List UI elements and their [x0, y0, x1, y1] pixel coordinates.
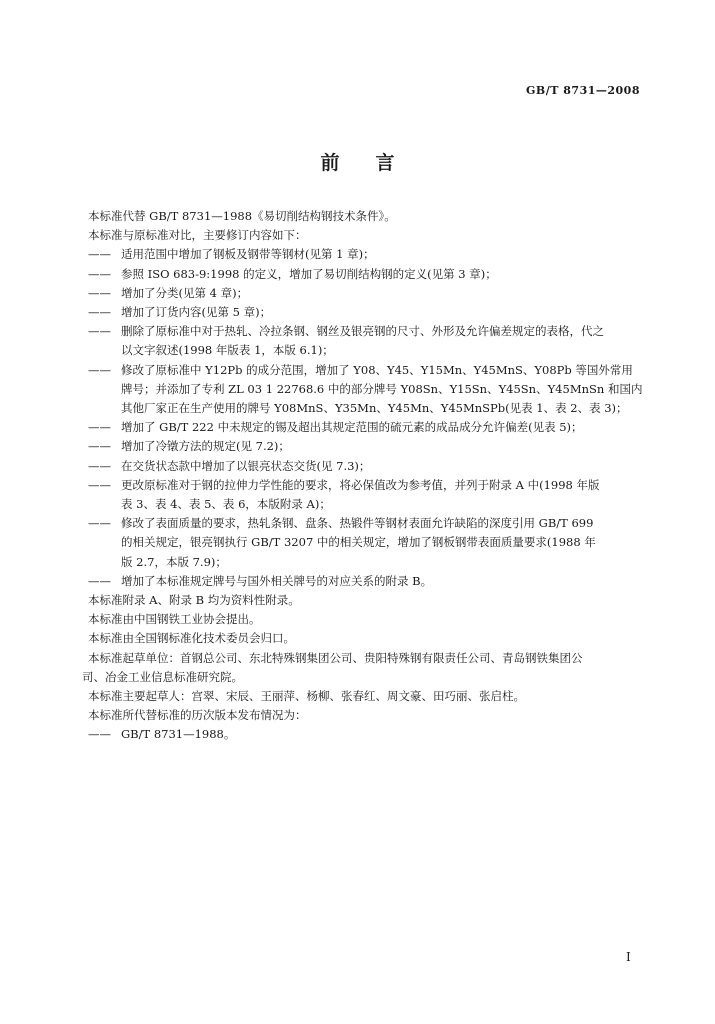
list-item-text: 增加了分类(见第 4 章)；	[121, 285, 249, 300]
list-item-text: 增加了 GB/T 222 中未规定的锡及超出其规定范围的硫元素的成品成分允许偏差(见表 5)；	[121, 420, 583, 435]
list-item-text: 更改原标准对于钢的拉伸力学性能的要求，将必保值改为参考值，并列于附录 A 中(1998 年版	[121, 477, 600, 492]
list-item	[88, 245, 648, 264]
list-item-text: 表 3、表 4、表 5、表 6，本版附录 A)；	[121, 497, 331, 512]
list-dash: ——	[88, 305, 111, 320]
list-dash: ——	[88, 285, 111, 300]
list-item	[88, 418, 648, 437]
list-item-text: 增加了冷镦方法的规定(见 7.2)；	[121, 439, 290, 454]
list-dash: ——	[88, 727, 111, 742]
intro-paragraph: 本标准代替 GB/T 8731—1988《易切削结构钢技术条件》。	[88, 209, 396, 223]
closing-paragraph: 本标准附录 A、附录 B 均为资料性附录。	[88, 593, 300, 608]
list-item-text: 以文字叙述(1998 年版表 1，本版 6.1)；	[121, 343, 334, 358]
drafting-units-line: 本标准起草单位：首钢总公司、东北特殊钢集团公司、贵阳特殊钢有限责任公司、青岛钢铁集团公	[88, 650, 583, 665]
list-dash: ——	[88, 458, 111, 473]
list-item	[88, 303, 648, 322]
list-item	[88, 265, 648, 284]
closing-paragraph: 本标准由全国钢标准化技术委员会归口。	[88, 631, 295, 646]
history-item-text: GB/T 8731—1988。	[121, 727, 236, 742]
history-item	[88, 725, 648, 744]
list-item	[88, 476, 648, 514]
list-item	[88, 361, 648, 419]
list-item	[88, 514, 648, 572]
list-item-text: 修改了表面质量的要求，热轧条钢、盘条、热锻件等钢材表面允许缺陷的深度引用 GB/T 699	[121, 516, 594, 531]
standard-code-header: GB/T 8731—2008	[526, 84, 640, 97]
list-item-text: 修改了原标准中 Y12Pb 的成分范围，增加了 Y08、Y45、Y15Mn、Y45MnS、Y08Pb 等国外常用	[121, 362, 633, 377]
list-dash: ——	[88, 573, 111, 588]
intro-paragraph: 本标准与原标准对比，主要修订内容如下：	[88, 228, 307, 243]
list-dash: ——	[88, 477, 111, 492]
list-dash: ——	[88, 420, 111, 435]
list-dash: ——	[88, 266, 111, 281]
list-item-text: 的相关规定，银亮钢执行 GB/T 3207 中的相关规定，增加了钢板钢带表面质量要求(1988 年	[121, 535, 596, 550]
page-title: 前言	[320, 152, 431, 174]
list-item-text: 参照 ISO 683-9:1998 的定义，增加了易切削结构钢的定义(见第 3 章)；	[121, 266, 497, 281]
list-dash: ——	[88, 516, 111, 531]
list-item	[88, 437, 648, 456]
document-body	[82, 207, 648, 745]
drafting-units-line: 司、冶金工业信息标准研究院。	[82, 669, 243, 684]
list-item-text: 删除了原标准中对于热轧、冷拉条钢、钢丝及银亮钢的尺寸、外形及允许偏差规定的表格，代之	[121, 324, 604, 339]
list-dash: ——	[88, 324, 111, 339]
page-number: I	[626, 950, 631, 964]
list-item-text: 适用范围中增加了钢板及钢带等钢材(见第 1 章)；	[121, 247, 375, 262]
list-item	[88, 457, 648, 476]
list-item-text: 其他厂家正在生产使用的牌号 Y08MnS、Y35Mn、Y45Mn、Y45MnSPb(见表 1、表 2、表 3)；	[121, 401, 628, 416]
list-dash: ——	[88, 247, 111, 262]
list-item	[88, 284, 648, 303]
list-dash: ——	[88, 362, 111, 377]
closing-paragraph: 本标准由中国钢铁工业协会提出。	[88, 612, 261, 627]
list-item-text: 在交货状态款中增加了以银亮状态交货(见 7.3)；	[121, 458, 371, 473]
list-item-text: 牌号；并添加了专利 ZL 03 1 22768.6 中的部分牌号 Y08Sn、Y15Sn、Y45Sn、Y45MnSn 和国内	[121, 381, 643, 396]
drafters-paragraph: 本标准主要起草人：宫翠、宋辰、王丽萍、杨柳、张春红、周文豪、田巧丽、张启柱。	[88, 689, 525, 704]
history-heading: 本标准所代替标准的历次版本发布情况为：	[88, 708, 307, 723]
list-item	[88, 572, 648, 591]
list-item-text: 增加了订货内容(见第 5 章)；	[121, 305, 272, 320]
list-item-text: 增加了本标准规定牌号与国外相关牌号的对应关系的附录 B。	[121, 573, 433, 588]
list-item	[88, 322, 648, 360]
revision-list	[88, 245, 648, 591]
list-dash: ——	[88, 439, 111, 454]
list-item-text: 版 2.7，本版 7.9)；	[121, 554, 227, 569]
